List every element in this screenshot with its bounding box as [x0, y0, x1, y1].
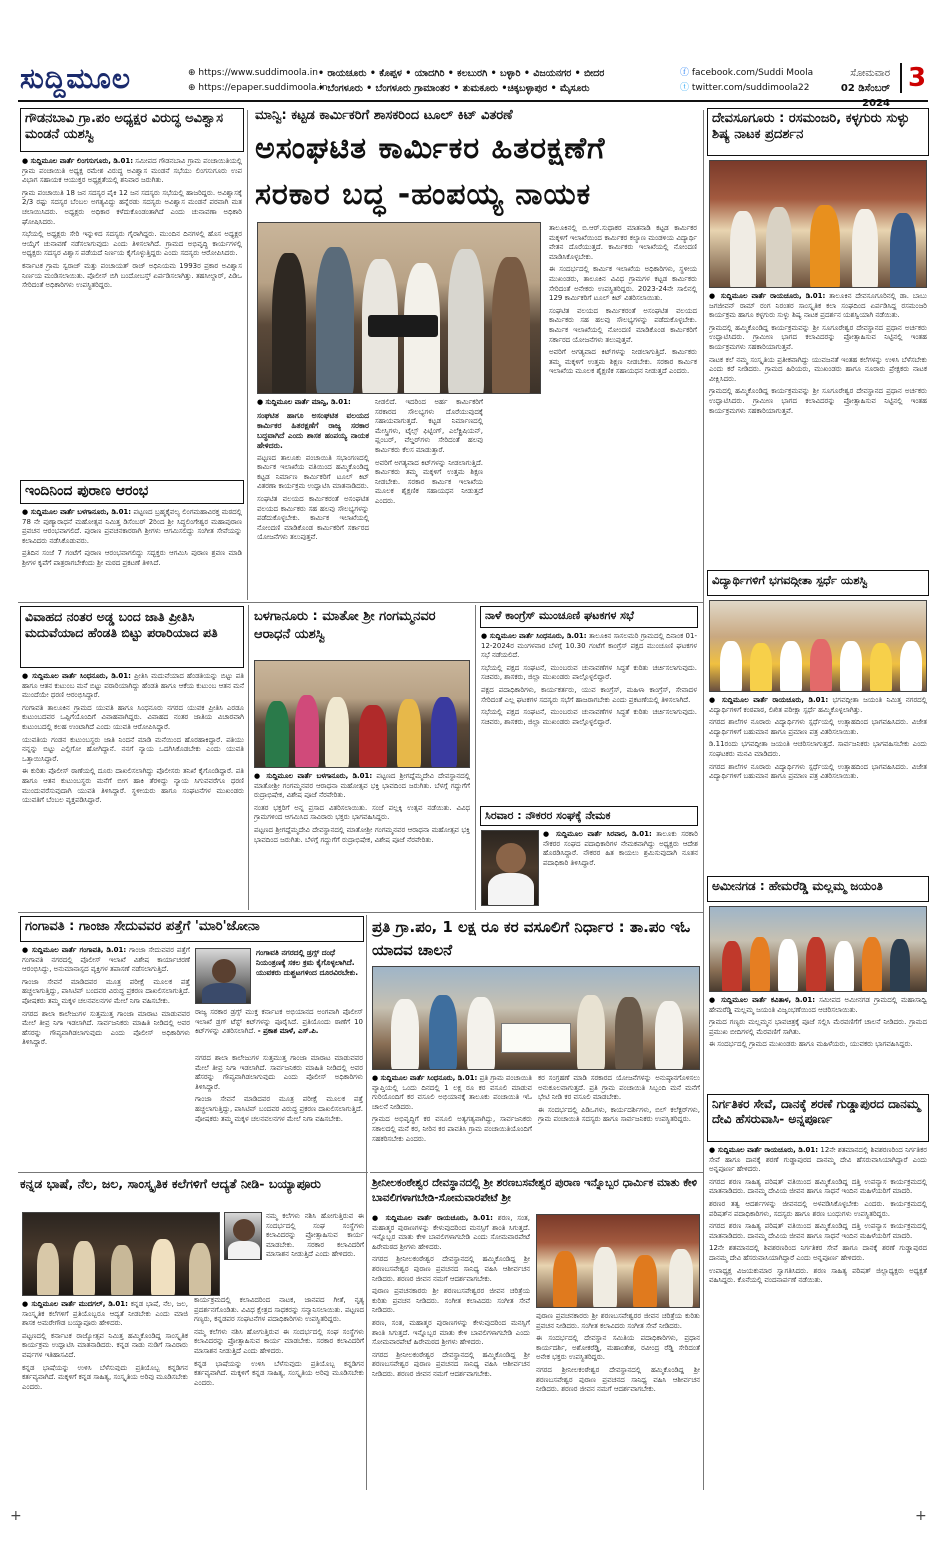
byline: ● ಸುದ್ದಿಮೂಲ ವಾರ್ತೆ ಮುದಗಲ್, ಡಿ.01:: [22, 1300, 128, 1308]
link-icon: ⊕: [188, 83, 199, 93]
paragraph: ಕರ ಸಂಗ್ರಹಣೆ ಮಾಡಿ ಸರಕಾರದ ಯೋಜನೆಗಳನ್ನು ಅನುಷ್ಠಾನಗೊಳಿಸಲು ಅನುಕೂಲವಾಗುತ್ತದೆ. ಪ್ರತಿ ಗ್ರಾಮ ಪಂಚಾಯಿತಿ ಸಿಬ್ಬಂದಿ ಮನೆ ಮನೆಗೆ ಭೇಟಿ ನೀಡಿ ಕರ ವಸೂಲಿ ಮಾಡಬೇಕು.: [538, 1074, 700, 1102]
article-body: [372, 1074, 532, 1168]
article-headline: ಬಳಗಾನೂರು : ಮಾತೋ ಶ್ರೀ ಗಂಗಮ್ಮನವರ ಆರಾಧನೆ ಯಶಸ್ವಿ: [254, 609, 436, 642]
paragraph: ಭಗವದ್ಗೀತಾ ಜಯಂತಿ ನಿಮಿತ್ತ ನಗರದಲ್ಲಿ ವಿದ್ಯಾರ್ಥಿಗಳಿಗೆ ಕಂಠಪಾಠ, ಲಿಖಿತ ಪರೀಕ್ಷಾ ಸ್ಪರ್ಧೆ ಹಮ್ಮಿಕೊಳ್ಳಲಾಗಿತ್ತು.: [709, 696, 927, 714]
paragraph: ನಗರದ ಶಾಲೆಗಳ ನೂರಾರು ವಿದ್ಯಾರ್ಥಿಗಳು ಸ್ಪರ್ಧೆಯಲ್ಲಿ ಉತ್ಸಾಹದಿಂದ ಭಾಗವಹಿಸಿದರು. ವಿಜೇತ ವಿದ್ಯಾರ್ಥಿಗಳಿಗೆ ಬಹುಮಾನ ಹಾಗೂ ಪ್ರಮಾಣ ಪತ್ರ ವಿತರಿಸಲಾಯಿತು.: [709, 718, 927, 736]
religious-event-photo: [536, 1214, 700, 1308]
paragraph: ಗ್ರಾಮ ಪಂಚಾಯಿತಿ 18 ಜನ ಸದಸ್ಯರ ಪೈಕಿ 12 ಜನ ಸದಸ್ಯರು ಸಭೆಯಲ್ಲಿ ಹಾಜರಿದ್ದರು. ಅವಿಶ್ವಾಸಕ್ಕೆ 2/3 ರಷ್ಟು ಸದಸ್ಯರ ಬೆಂಬಲ ಅಗತ್ಯವಿದ್ದು ಹನ್ನೆರಡು ಸದಸ್ಯರು ಅವಿಶ್ವಾಸ ಮಂಡನೆ ಪರವಾಗಿ ಮತ ಚಲಾಯಿಸಿದರು. ಅಧ್ಯಕ್ಷರು ಅಧಿಕಾರ ಕಳೆದುಕೊಂಡಂತಾಗಿದೆ ಎಂದು ಚುನಾವಣಾ ಅಧಿಕಾರಿ ಘೋಷಿಸಿದರು.: [22, 188, 242, 226]
paragraph: ಶರಣರ ತತ್ವ ಆದರ್ಶಗಳನ್ನು ಜೀವನದಲ್ಲಿ ಅಳವಡಿಸಿಕೊಳ್ಳಬೇಕು ಎಂದರು. ಕಾರ್ಯಕ್ರಮದಲ್ಲಿ ಪರಿಷತ್‌ನ ಪದಾಧಿಕಾರಿಗಳು, ಸದಸ್ಯರು ಹಾಗೂ ಶರಣ ಬಂಧುಗಳು ಉಪಸ್ಥಿತರಿದ್ದರು.: [709, 1199, 927, 1218]
paragraph: ಕನ್ನಡ ಭಾಷೆಯನ್ನು ಉಳಿಸಿ ಬೆಳೆಸುವುದು ಪ್ರತಿಯೊಬ್ಬ ಕನ್ನಡಿಗನ ಕರ್ತವ್ಯವಾಗಿದೆ. ಮಕ್ಕಳಿಗೆ ಕನ್ನಡ ಸಾಹಿತ್ಯ, ಸಂಸ್ಕೃತಿಯ ಅರಿವು ಮೂಡಿಸಬೇಕು ಎಂದರು.: [22, 1363, 188, 1391]
paragraph: ಸಭೆಯಲ್ಲಿ ಅಧ್ಯಕ್ಷರು ಸೇರಿ ಇನ್ನುಳಿದ ಸದಸ್ಯರು ಗೈರಾಗಿದ್ದರು. ಮುಂದಿನ ದಿನಗಳಲ್ಲಿ ಹೊಸ ಅಧ್ಯಕ್ಷರ ಆಯ್ಕೆಗೆ ಚುನಾವಣೆ ನಡೆಸಲಾಗುವುದು ಎಂದು ತಿಳಿಸಲಾಗಿದೆ. ಗ್ರಾಮದ ಅಭಿವೃದ್ಧಿ ಕಾರ್ಯಗಳಲ್ಲಿ ಅಧ್ಯಕ್ಷರು ಸದಸ್ಯರ ವಿಶ್ವಾಸ ಪಡೆಯದೆ ನಿರ್ಣಯ ಕೈಗೊಳ್ಳುತ್ತಿದ್ದರು ಎಂದು ಸದಸ್ಯರು ಆರೋಪಿಸಿದರು.: [22, 230, 242, 258]
registration-mark: +: [10, 1508, 22, 1524]
byline: ● ಸುದ್ದಿಮೂಲ ವಾರ್ತೆ ಬಳಗಾನೂರು, ಡಿ.01:: [22, 508, 132, 516]
article-body: [22, 1300, 188, 1486]
paragraph: ಈ ಸಂದರ್ಭದಲ್ಲಿ ಪಿಡಿಒಗಳು, ಕಾರ್ಯದರ್ಶಿಗಳು, ಬಿಲ್ ಕಲೆಕ್ಟರ್‌ಗಳು, ಗ್ರಾಮ ಪಂಚಾಯಿತಿ ಸದಸ್ಯರು ಹಾಗೂ ಸಾರ್ವಜನಿಕರು ಉಪಸ್ಥಿತರಿದ್ದರು.: [538, 1105, 700, 1124]
paragraph: ಶರಣ, ಸಂತ, ಮಹಾತ್ಮರ ಪುರಾಣಗಳನ್ನು ಕೇಳುವುದರಿಂದ ಮನಸ್ಸಿಗೆ ಶಾಂತಿ ಸಿಗುತ್ತದೆ. ಇನ್ನೊಬ್ಬರ ಮಾತು ಕೇಳಿ ಬಾವಲಿಗಳಾಗಬೇಡಿ ಎಂದು ಸೋಮವಾರಪೇಟೆ ಹಿರೇಮಠದ ಶ್ರೀಗಳು ಹೇಳಿದರು.: [372, 1214, 530, 1251]
paragraph: ಗ್ರಾಮದಲ್ಲಿ ಹಮ್ಮಿಕೊಂಡಿದ್ದ ಕಾರ್ಯಕ್ರಮವನ್ನು ಶ್ರೀ ಸೂಗೂರೇಶ್ವರ ದೇವಸ್ಥಾನದ ಪ್ರಧಾನ ಅರ್ಚಕರು ಉದ್ಘಾಟಿಸಿದರು. ಗ್ರಾಮೀಣ ಭಾಗದ ಕಲಾವಿದರನ್ನು ಪ್ರೋತ್ಸಾಹಿಸುವ ನಿಟ್ಟಿನಲ್ಲಿ ಇಂತಹ ಕಾರ್ಯಕ್ರಮಗಳು ಸಹಕಾರಿಯಾಗುತ್ತವೆ.: [709, 387, 927, 415]
article-body: [543, 830, 698, 908]
paragraph: ನಂತರ ಭಕ್ತರಿಗೆ ಅನ್ನ ಪ್ರಸಾದ ವಿತರಿಸಲಾಯಿತು. ಸಂಜೆ ಪಲ್ಲಕ್ಕಿ ಉತ್ಸವ ನಡೆಯಿತು. ವಿವಿಧ ಗ್ರಾಮಗಳಿಂದ ಆಗಮಿಸಿದ ಸಾವಿರಾರು ಭಕ್ತರು ಭಾಗವಹಿಸಿದ್ದರು.: [254, 803, 470, 822]
city-line-1: • ರಾಯಚೂರು • ಕೊಪ್ಪಳ • ಯಾದಗಿರಿ • ಕಲಬುರಗಿ • ಬಳ್ಳಾರಿ • ವಿಜಯನಗರ • ಬೀದರ: [318, 68, 605, 79]
date-block: [812, 66, 890, 111]
paragraph: ನಗರದ ಶರಣ ಸಾಹಿತ್ಯ ಪರಿಷತ್ ವತಿಯಿಂದ ಹಮ್ಮಿಕೊಂಡಿದ್ದ ದತ್ತಿ ಉಪನ್ಯಾಸ ಕಾರ್ಯಕ್ರಮದಲ್ಲಿ ಮಾತನಾಡಿದರು. ದಾನಮ್ಮ ದೇವಿಯ ಜೀವನ ಹಾಗೂ ಸಾಧನೆ ಇಂದಿನ ಮಹಿಳೆಯರಿಗೆ ಮಾದರಿ.: [709, 1177, 927, 1196]
paragraph: ಅವರಿಗೆ ಅಗತ್ಯವಾದ ಕಿಟ್‌ಗಳನ್ನು ನೀಡಲಾಗುತ್ತಿದೆ. ಕಾರ್ಮಿಕರು ತಮ್ಮ ಮಕ್ಕಳಿಗೆ ಉತ್ತಮ ಶಿಕ್ಷಣ ನೀಡಬೇಕು. ಸರಕಾರ ಕಾರ್ಮಿಕ ಇಲಾಖೆಯ ಮೂಲಕ ಶೈಕ್ಷಣಿಕ ಸಹಾಯಧನ ನೀಡುತ್ತದೆ ಎಂದರು.: [549, 348, 697, 376]
article-body: [372, 1214, 530, 1486]
main-photo: [257, 222, 541, 394]
main-headline-1: ಅಸಂಘಟಿತ ಕಾರ್ಮಿಕರ ಹಿತರಕ್ಷಣೆಗೆ: [255, 131, 606, 166]
paragraph: ಶರಣ, ಸಂತ, ಮಹಾತ್ಮರ ಪುರಾಣಗಳನ್ನು ಕೇಳುವುದರಿಂದ ಮನಸ್ಸಿಗೆ ಶಾಂತಿ ಸಿಗುತ್ತದೆ. ಇನ್ನೊಬ್ಬರ ಮಾತು ಕೇಳಿ ಬಾವಲಿಗಳಾಗಬೇಡಿ ಎಂದು ಸೋಮವಾರಪೇಟೆ ಹಿರೇಮಠದ ಶ್ರೀಗಳು ಹೇಳಿದರು.: [372, 1318, 530, 1347]
paragraph: ಈ ಸಂದರ್ಭದಲ್ಲಿ ಗ್ರಾಮದ ಮುಖಂಡರು ಹಾಗೂ ಮಹಿಳೆಯರು, ಯುವಕರು ಭಾಗವಹಿಸಿದ್ದರು.: [709, 1040, 913, 1049]
paragraph: ಪಟ್ಟಣದ ಬ್ರಹ್ಮಕೈವಲ್ಯ ಲಿಂಗಮಹಾವಿರಕ್ತ ಮಠದಲ್ಲಿ 78 ನೇ ಪುಣ್ಯಾರಾಧನೆ ಮಹೋತ್ಸವ ನಿಮಿತ್ತ ಡಿಸೆಂಬರ್ 2ರಿಂದ ಶ್ರೀ ಸಿದ್ಧಲಿಂಗೇಶ್ವರ ಮಹಾಪುರಾಣ ಪ್ರವಚನ ಆರಂಭವಾಗಲಿದೆ. ಪುರಾಣ ಪ್ರವಚನಕಾರರಾಗಿ ಶ್ರೀಗಳು ಆಗಮಿಸಲಿದ್ದು ಸಂಗೀತ ಸೇವೆಯನ್ನು ಕಲಾವಿದರು ನಡೆಸಿಕೊಡುವರು.: [22, 508, 242, 545]
paragraph: ಸಮೀಪದ ಅಮೀನಗಡ ಗ್ರಾಮದಲ್ಲಿ ಮಹಾಸಾಧ್ವಿ ಹೇಮರೆಡ್ಡಿ ಮಲ್ಲಮ್ಮ ಜಯಂತಿ ವಿಜೃಂಭಣೆಯಿಂದ ಆಚರಿಸಲಾಯಿತು.: [709, 996, 927, 1014]
paragraph: ಗ್ರಾಮದಲ್ಲಿ ಹಮ್ಮಿಕೊಂಡಿದ್ದ ಕಾರ್ಯಕ್ರಮವನ್ನು ಶ್ರೀ ಸೂಗೂರೇಶ್ವರ ದೇವಸ್ಥಾನದ ಪ್ರಧಾನ ಅರ್ಚಕರು ಉದ್ಘಾಟಿಸಿದರು. ಗ್ರಾಮೀಣ ಭಾಗದ ಕಲಾವಿದರನ್ನು ಪ್ರೋತ್ಸಾಹಿಸುವ ನಿಟ್ಟಿನಲ್ಲಿ ಇಂತಹ ಕಾರ್ಯಕ್ರಮಗಳು ಸಹಕಾರಿಯಾಗುತ್ತವೆ.: [709, 323, 927, 351]
paragraph: ನಗರದ ಶಾಲೆಗಳ ನೂರಾರು ವಿದ್ಯಾರ್ಥಿಗಳು ಸ್ಪರ್ಧೆಯಲ್ಲಿ ಉತ್ಸಾಹದಿಂದ ಭಾಗವಹಿಸಿದರು. ವಿಜೇತ ವಿದ್ಯಾರ್ಥಿಗಳಿಗೆ ಬಹುಮಾನ ಹಾಗೂ ಪ್ರಮಾಣ ಪತ್ರ ವಿತರಿಸಲಾಯಿತು.: [709, 762, 927, 781]
paragraph: ಕರ್ನಾಟಕ ಗ್ರಾಮ ಸ್ವರಾಜ್ ಮತ್ತು ಪಂಚಾಯತ್ ರಾಜ್ ಅಧಿನಿಯಮ 1993ರ ಪ್ರಕಾರ ಅವಿಶ್ವಾಸ ನಿರ್ಣಯ ಮಂಡಿಸಲಾಯಿತು. ಪೊಲೀಸ್ ಬಿಗಿ ಬಂದೋಬಸ್ತ್ ಏರ್ಪಡಿಸಲಾಗಿತ್ತು. ತಹಸೀಲ್ದಾರ್, ಪಿಡಿಒ ಸೇರಿದಂತೆ ಅಧಿಕಾರಿಗಳು ಉಪಸ್ಥಿತರಿದ್ದರು.: [22, 261, 242, 290]
paragraph: ತಾಲೂಕು ಸರಕಾರಿ ನೌಕರರ ಸಂಘದ ಪದಾಧಿಕಾರಿಗಳ ನೇಮಕವಾಗಿದ್ದು ಅಧ್ಯಕ್ಷರು ಆದೇಶ ಹೊರಡಿಸಿದ್ದಾರೆ. ನೌಕರರ ಹಿತ ಕಾಯಲು ಶ್ರಮಿಸುವುದಾಗಿ ನೂತನ ಪದಾಧಿಕಾರಿ ತಿಳಿಸಿದ್ದಾರೆ.: [543, 830, 698, 867]
paragraph: ಪುರಾಣ ಪ್ರವಚನಕಾರರು ಶ್ರೀ ಶರಣಬಸವೇಶ್ವರರ ಜೀವನ ಚರಿತ್ರೆಯ ಕುರಿತು ಪ್ರವಚನ ನೀಡಿದರು. ಸಂಗೀತ ಕಲಾವಿದರು ಸಂಗೀತ ಸೇವೆ ನೀಡಿದರು.: [372, 1287, 530, 1315]
paragraph: ಗಂಗಾವತಿ ತಾಲೂಕಿನ ಗ್ರಾಮದ ಯುವತಿ ಹಾಗೂ ಸಿಂಧನೂರು ನಗರದ ಯುವಕ ಪ್ರೀತಿಸಿ ಎರಡೂ ಕುಟುಂಬದವರ ಒಪ್ಪಿಗೆಯೊಂದಿಗೆ ವಿವಾಹವಾಗಿದ್ದರು. ವಿವಾಹದ ನಂತರ ಜಾತಿಯ ವಿಚಾರವಾಗಿ ಕುಟುಂಬದಲ್ಲಿ ಕಲಹ ಉಂಟಾಗಿದೆ ಎಂದು ಯುವತಿ ಆರೋಪಿಸಿದ್ದಾರೆ.: [22, 703, 244, 731]
article-body: [22, 157, 242, 457]
day: ಸೋಮವಾರ: [850, 68, 890, 79]
byline: ● ಸುದ್ದಿಮೂಲ ವಾರ್ತೆ ಬಳಗಾನೂರು, ಡಿ.01:: [254, 772, 373, 780]
paragraph: ಪಟ್ಟಣದ ಶ್ರೀಗದ್ದೆಮ್ಮದೇವಿ ದೇವಸ್ಥಾನದಲ್ಲಿ ಮಾತೋಶ್ರೀ ಗಂಗಮ್ಮನವರ ಆರಾಧನಾ ಮಹೋತ್ಸವ ಭಕ್ತಿ ಭಾವದಿಂದ ಜರುಗಿತು. ಬೆಳಗ್ಗೆ ಗದ್ದುಗೆಗೆ ರುದ್ರಾಭಿಷೇಕ, ವಿಶೇಷ ಪೂಜೆ ನೆರವೇರಿತು.: [254, 772, 470, 800]
article-body: [22, 672, 244, 908]
paragraph: ನಮ್ಮ ಕಲೆಗಳು ನಶಿಸಿ ಹೋಗುತ್ತಿರುವ ಈ ಸಂದರ್ಭದಲ್ಲಿ ಸಂಘ ಸಂಸ್ಥೆಗಳು ಕಲಾವಿದರನ್ನು ಪ್ರೋತ್ಸಾಹಿಸುವ ಕಾರ್ಯ ಮಾಡಬೇಕು. ಸರಕಾರ ಕಲಾವಿದರಿಗೆ ಮಾಸಾಶನ ನೀಡುತ್ತಿದೆ ಎಂದು ಹೇಳಿದರು.: [266, 1212, 364, 1259]
divider: [248, 605, 249, 910]
paragraph: ಗ್ರಾಮದ ಅಭಿವೃದ್ಧಿಗೆ ಕರ ವಸೂಲಿ ಅತ್ಯಗತ್ಯವಾಗಿದ್ದು, ಸಾರ್ವಜನಿಕರು ಸಕಾಲದಲ್ಲಿ ಮನೆ ಕರ, ನೀರಿನ ಕರ ಪಾವತಿಸಿ ಗ್ರಾಮ ಪಂಚಾಯಿತಿಯೊಂದಿಗೆ ಸಹಕರಿಸಬೇಕು ಎಂದರು.: [372, 1115, 532, 1143]
article-headline: ಪ್ರತಿ ಗ್ರಾ.ಪಂ, 1 ಲಕ್ಷ ರೂ ಕರ ವಸೂಲಿಗೆ ನಿರ್ಧಾರ : ತಾ.ಪಂ ಇಓ ಯಾದವ ಚಾಲನೆ: [372, 918, 691, 959]
registration-mark: +: [915, 1508, 927, 1524]
article-body: [709, 292, 927, 564]
paragraph: ಪಕ್ಷದ ಪದಾಧಿಕಾರಿಗಳು, ಕಾರ್ಯಕರ್ತರು, ಯುವ ಕಾಂಗ್ರೆಸ್, ಮಹಿಳಾ ಕಾಂಗ್ರೆಸ್, ಸೇವಾದಳ ಸೇರಿದಂತೆ ಎಲ್ಲ ಘಟಕಗಳ ಸದಸ್ಯರು ಸಭೆಗೆ ಹಾಜರಾಗಬೇಕು ಎಂದು ಪ್ರಕಟಣೆಯಲ್ಲಿ ತಿಳಿಸಲಾಗಿದೆ.: [481, 685, 697, 704]
portrait-photo: [481, 830, 539, 906]
paragraph: ಗಾಂಜಾ ಸೇವನೆ ಮಾಡಿದವರ ಮೂತ್ರ ಪರೀಕ್ಷೆ ಮೂಲಕ ಪತ್ತೆ ಹಚ್ಚಲಾಗುತ್ತಿದ್ದು, ಪಾಸಿಟಿವ್ ಬಂದವರ ವಿರುದ್ಧ ಪ್ರಕರಣ ದಾಖಲಿಸಲಾಗುತ್ತಿದೆ. ಪೋಷಕರು ತಮ್ಮ ಮಕ್ಕಳ ಚಲನವಲನಗಳ ಮೇಲೆ ನಿಗಾ ವಹಿಸಬೇಕು.: [22, 977, 190, 1005]
divider: [18, 1172, 368, 1173]
event-photo: [709, 160, 927, 288]
byline: ● ಸುದ್ದಿಮೂಲ ವಾರ್ತೆ ಕವಿತಾಳ, ಡಿ.01:: [709, 996, 816, 1004]
article-body: [266, 1212, 364, 1292]
article-body: [549, 224, 697, 600]
city-editions: [318, 66, 604, 96]
link-icon: ⊕: [188, 68, 199, 78]
officer-photo: [195, 948, 251, 1004]
byline: ● ಸುದ್ದಿಮೂಲ ವಾರ್ತೆ ಸಿಂಧನೂರು, ಡಿ.01:: [372, 1074, 478, 1082]
paragraph: ತಾಲೂಕಿನ ಸಾಸಲಮರಿ ಗ್ರಾಮದಲ್ಲಿ ದಿನಾಂಕ 01-12-2024ರ ಮಂಗಳವಾರ ಬೆಳಗ್ಗೆ 10.30 ಗಂಟೆಗೆ ಕಾಂಗ್ರೆಸ್ ಪಕ್ಷದ ಮುಂಚೂಣಿ ಘಟಕಗಳ ಸಭೆ ನಡೆಯಲಿದೆ.: [481, 632, 697, 660]
paragraph: ಸಭೆಯಲ್ಲಿ ಪಕ್ಷದ ಸಂಘಟನೆ, ಮುಂಬರುವ ಚುನಾವಣೆಗಳ ಸಿದ್ಧತೆ ಕುರಿತು ಚರ್ಚಿಸಲಾಗುವುದು. ಸಚಿವರು, ಶಾಸಕರು, ಜಿಲ್ಲಾ ಮುಖಂಡರು ಪಾಲ್ಗೊಳ್ಳಲಿದ್ದಾರೆ.: [481, 663, 697, 682]
article-headline: ಕನ್ನಡ ಭಾಷೆ, ನೆಲ, ಜಲ, ಸಾಂಸ್ಕೃತಿಕ ಕಲೆಗಳಿಗೆ ಆದ್ಯತೆ ನೀಡಿ- ಬಯ್ಯಾಪೂರು: [20, 1176, 321, 1191]
paragraph: ಈ ಕುರಿತು ಪೊಲೀಸ್ ಠಾಣೆಯಲ್ಲಿ ದೂರು ದಾಖಲಿಸಲಾಗಿದ್ದು ಪೊಲೀಸರು ತನಿಖೆ ಕೈಗೊಂಡಿದ್ದಾರೆ. ಪತಿ ಹಾಗೂ ಆತನ ಕುಟುಂಬಸ್ಥರು ಮನೆಗೆ ಬೀಗ ಹಾಕಿ ತೆರಳಿದ್ದು ನ್ಯಾಯ ಸಿಗುವವರೆಗೂ ಧರಣಿ ಮುಂದುವರೆಸುವುದಾಗಿ ಯುವತಿ ತಿಳಿಸಿದ್ದಾರೆ. ಸ್ಥಳೀಯರು ಹಾಗೂ ಸಂಘಟನೆಗಳ ಮುಖಂಡರು ಯುವತಿಗೆ ಬೆಂಬಲ ವ್ಯಕ್ತಪಡಿಸಿದ್ದಾರೆ.: [22, 767, 244, 805]
website-link[interactable]: https://www.suddimoola.in: [198, 68, 318, 78]
article-headline: ಗಂಗಾವತಿ : ಗಾಂಜಾ ಸೇದುವವರ ಪತ್ತೆಗೆ 'ಮಾರಿ'ಜೋನಾ: [20, 916, 364, 942]
students-photo: [709, 600, 927, 692]
article-body: [375, 398, 483, 600]
article-body: [257, 398, 369, 600]
divider: [18, 912, 703, 913]
main-headline-2: ಸರಕಾರ ಬದ್ಧ -ಹಂಪಯ್ಯ ನಾಯಕ: [255, 177, 592, 212]
paragraph: ಕನ್ನಡ ಭಾಷೆ, ನೆಲ, ಜಲ, ಸಾಂಸ್ಕೃತಿಕ ಕಲೆಗಳಿಗೆ ಪ್ರತಿಯೊಬ್ಬರೂ ಆದ್ಯತೆ ನೀಡಬೇಕು ಎಂದು ಮಾಜಿ ಶಾಸಕ ಅಮರೇಗೌಡ ಬಯ್ಯಾಪೂರು ಹೇಳಿದರು.: [22, 1300, 188, 1328]
paragraph: ನಗರದ ಶಾಲಾ ಕಾಲೇಜುಗಳ ಸುತ್ತಮುತ್ತ ಗಾಂಜಾ ಮಾರಾಟ ಮಾಡುವವರ ಮೇಲೆ ತೀವ್ರ ನಿಗಾ ಇಡಲಾಗಿದೆ. ಸಾರ್ವಜನಿಕರು ಮಾಹಿತಿ ನೀಡಿದಲ್ಲಿ ಅವರ ಹೆಸರನ್ನು ಗೌಪ್ಯವಾಗಿಡಲಾಗುವುದು ಎಂದು ಪೊಲೀಸ್ ಅಧಿಕಾರಿಗಳು ತಿಳಿಸಿದ್ದಾರೆ.: [22, 1009, 190, 1047]
twitter-link[interactable]: twitter.com/suddimoola22: [691, 83, 810, 93]
paragraph: ಗ್ರಾಮದ ಗಣ್ಯರು ಮಲ್ಲಮ್ಮನ ಭಾವಚಿತ್ರಕ್ಕೆ ಪೂಜೆ ಸಲ್ಲಿಸಿ ಮೆರವಣಿಗೆಗೆ ಚಾಲನೆ ನೀಡಿದರು. ಗ್ರಾಮದ ಪ್ರಮುಖ ಬೀದಿಗಳಲ್ಲಿ ಮೆರವಣಿಗೆ ಸಾಗಿತು.: [709, 1018, 927, 1036]
article-headline: ಇಂದಿನಿಂದ ಪುರಾಣ ಆರಂಭ: [20, 480, 244, 504]
byline: ● ಸುದ್ದಿಮೂಲ ವಾರ್ತೆ ಸಿರವಾರ, ಡಿ.01:: [543, 830, 652, 838]
article-body: [538, 1074, 700, 1168]
main-kicker: ಮಾನ್ವಿ: ಕಟ್ಟಡ ಕಾರ್ಮಿಕರಿಗೆ ಶಾಸಕರಿಂದ ಟೂಲ್ ಕಿಟ್ ವಿತರಣೆ: [255, 108, 513, 123]
article-body: [254, 772, 470, 908]
paragraph: ಸಮೀಪದ ಗೌಡನಬಾವಿ ಗ್ರಾಮ ಪಂಚಾಯಿತಿಯಲ್ಲಿ ಗ್ರಾಮ ಪಂಚಾಯಿತಿ ಅಧ್ಯಕ್ಷ ರಮೇಶ ವಿರುದ್ಧ ಅವಿಶ್ವಾಸ ಮಂಡನೆ ಸಭೆಯು ಲಿಂಗಸುಗೂರು ಉಪ ವಿಭಾಗ ಸಹಾಯಕ ಆಯುಕ್ತರ ಅಧ್ಯಕ್ಷತೆಯಲ್ಲಿ ಶನಿವಾರ ಜರುಗಿತು.: [22, 157, 242, 185]
masthead-urls: [188, 66, 328, 96]
social-links: [680, 66, 813, 96]
paragraph: ಅವರಿಗೆ ಅಗತ್ಯವಾದ ಕಿಟ್‌ಗಳನ್ನು ನೀಡಲಾಗುತ್ತಿದೆ. ಕಾರ್ಮಿಕರು ತಮ್ಮ ಮಕ್ಕಳಿಗೆ ಉತ್ತಮ ಶಿಕ್ಷಣ ನೀಡಬೇಕು. ಸರಕಾರ ಕಾರ್ಮಿಕ ಇಲಾಖೆಯ ಮೂಲಕ ಶೈಕ್ಷಣಿಕ ಸಹಾಯಧನ ನೀಡುತ್ತದೆ ಎಂದರು.: [375, 458, 483, 505]
paragraph: ನಗರದ ಶರಣ ಸಾಹಿತ್ಯ ಪರಿಷತ್ ವತಿಯಿಂದ ಹಮ್ಮಿಕೊಂಡಿದ್ದ ದತ್ತಿ ಉಪನ್ಯಾಸ ಕಾರ್ಯಕ್ರಮದಲ್ಲಿ ಮಾತನಾಡಿದರು. ದಾನಮ್ಮ ದೇವಿಯ ಜೀವನ ಹಾಗೂ ಸಾಧನೆ ಇಂದಿನ ಮಹಿಳೆಯರಿಗೆ ಮಾದರಿ.: [709, 1222, 927, 1240]
byline: ● ಸುದ್ದಿಮೂಲ ವಾರ್ತೆ ಸಿಂಧನೂರು, ಡಿ.01:: [481, 632, 587, 640]
article-body: [195, 1008, 363, 1050]
article-headline: ದೇವಸೂಗೂರು : ರಸಮಂಜರಿ, ಕಳ್ಳಗುರು ಸುಳ್ಳು ಶಿಷ್ಯ ನಾಟಕ ಪ್ರದರ್ಶನ: [707, 108, 929, 156]
article-body: [536, 1312, 700, 1486]
tax-drive-photo: [372, 966, 700, 1070]
speaker-photo: [224, 1212, 262, 1260]
city-line-2: • ಬೆಂಗಳೂರು • ಬೆಂಗಳೂರು ಗ್ರಾಮಾಂತರ • ತುಮಕೂರು •ಚಿಕ್ಕಬಳ್ಳಾಪುರ • ಮೈಸೂರು: [318, 83, 590, 94]
paragraph: ಪುರಾಣ ಪ್ರವಚನಕಾರರು ಶ್ರೀ ಶರಣಬಸವೇಶ್ವರರ ಜೀವನ ಚರಿತ್ರೆಯ ಕುರಿತು ಪ್ರವಚನ ನೀಡಿದರು. ಸಂಗೀತ ಕಲಾವಿದರು ಸಂಗೀತ ಸೇವೆ ನೀಡಿದರು.: [536, 1312, 700, 1330]
article-body: [195, 1054, 363, 1168]
officer-quote: [256, 948, 364, 978]
byline: ● ಸುದ್ದಿಮೂಲ ವಾರ್ತೆ ಲಿಂಗಸುಗೂರು, ಡಿ.01:: [22, 157, 133, 165]
article-headline: ವಿವಾಹದ ನಂತರ ಅಡ್ಡ ಬಂದ ಜಾತಿ ಪ್ರೀತಿಸಿ ಮದುವೆಯಾದ ಹೆಂಡತಿ ಬಿಟ್ಟು ಪರಾರಿಯಾದ ಪತಿ: [20, 606, 244, 668]
paragraph: ನಗರದ ಶ್ರೀನೀಲಕಂಠೇಶ್ವರ ದೇವಸ್ಥಾನದಲ್ಲಿ ಹಮ್ಮಿಕೊಂಡಿದ್ದ ಶ್ರೀ ಶರಣಬಸವೇಶ್ವರ ಪುರಾಣ ಪ್ರವಚನದ ಸಾನಿಧ್ಯ ವಹಿಸಿ ಆಶೀರ್ವಚನ ನೀಡಿದರು. ಶರಣರ ಜೀವನ ನಮಗೆ ಆದರ್ಶವಾಗಬೇಕು.: [536, 1365, 700, 1394]
divider: [18, 602, 703, 603]
newspaper-logo: ಸುದ್ದಿಮೂಲ: [20, 62, 132, 95]
article-headline: ಅಮೀನಗಡ : ಹೇಮರೆಡ್ಡಿ ಮಲ್ಲಮ್ಮ ಜಯಂತಿ: [707, 876, 929, 902]
paragraph: ಪಟ್ಟಣದಲ್ಲಿ ಕರ್ನಾಟಕ ರಾಜ್ಯೋತ್ಸವ ನಿಮಿತ್ತ ಹಮ್ಮಿಕೊಂಡಿದ್ದ ಸಾಂಸ್ಕೃತಿಕ ಕಾರ್ಯಕ್ರಮ ಉದ್ಘಾಟಿಸಿ ಮಾತನಾಡಿದರು. ಕನ್ನಡ ನಾಡು ನುಡಿಗೆ ಸಾವಿರಾರು ವರ್ಷಗಳ ಇತಿಹಾಸವಿದೆ.: [22, 1331, 188, 1359]
paragraph: ಉಪಾಧ್ಯಕ್ಷ ವಿಜಯಕುಮಾರ ಸ್ವಾಗತಿಸಿದರು. ಶರಣ ಸಾಹಿತ್ಯ ಪರಿಷತ್ ಜಿಲ್ಲಾಧ್ಯಕ್ಷರು ಅಧ್ಯಕ್ಷತೆ ವಹಿಸಿದ್ದರು. ಕೊನೆಯಲ್ಲಿ ವಂದನಾರ್ಪಣೆ ನಡೆಯಿತು.: [709, 1266, 927, 1285]
byline: ● ಸುದ್ದಿಮೂಲ ವಾರ್ತೆ ರಾಯಚೂರು, ಡಿ.01:: [372, 1214, 493, 1222]
article-body: [481, 632, 697, 802]
paragraph: ಯುವತಿಯ ಗಂಡನ ಕುಟುಂಬಸ್ಥರು ಜಾತಿ ನಿಂದನೆ ಮಾಡಿ ಮನೆಯಿಂದ ಹೊರಹಾಕಿದ್ದಾರೆ. ಪತಿಯು ನನ್ನನ್ನು ಬಿಟ್ಟು ಎಲ್ಲಿಗೋ ಹೋಗಿದ್ದಾನೆ. ನನಗೆ ನ್ಯಾಯ ಒದಗಿಸಿಕೊಡಬೇಕು ಎಂದು ಯುವತಿ ಒತ್ತಾಯಿಸಿದ್ದಾರೆ.: [22, 735, 244, 763]
paragraph: ಪಟ್ಟಣದ ಶ್ರೀಗದ್ದೆಮ್ಮದೇವಿ ದೇವಸ್ಥಾನದಲ್ಲಿ ಮಾತೋಶ್ರೀ ಗಂಗಮ್ಮನವರ ಆರಾಧನಾ ಮಹೋತ್ಸವ ಭಕ್ತಿ ಭಾವದಿಂದ ಜರುಗಿತು. ಬೆಳಗ್ಗೆ ಗದ್ದುಗೆಗೆ ರುದ್ರಾಭಿಷೇಕ, ವಿಶೇಷ ಪೂಜೆ ನೆರವೇರಿತು.: [254, 825, 470, 844]
date: 02 ಡಿಸೆಂಬರ್ 2024: [840, 83, 890, 109]
article-headline: ಸಿರವಾರ : ನೌಕರರ ಸಂಘಕ್ಕೆ ನೇಮಕ: [480, 806, 698, 826]
quote-attribution: - ಪ್ರಕಾಶ ಮಾಳೆ, ಎಸ್.ಪಿ.: [257, 1027, 319, 1036]
paragraph: ನಗರದ ಶಾಲಾ ಕಾಲೇಜುಗಳ ಸುತ್ತಮುತ್ತ ಗಾಂಜಾ ಮಾರಾಟ ಮಾಡುವವರ ಮೇಲೆ ತೀವ್ರ ನಿಗಾ ಇಡಲಾಗಿದೆ. ಸಾರ್ವಜನಿಕರು ಮಾಹಿತಿ ನೀಡಿದಲ್ಲಿ ಅವರ ಹೆಸರನ್ನು ಗೌಪ್ಯವಾಗಿಡಲಾಗುವುದು ಎಂದು ಪೊಲೀಸ್ ಅಧಿಕಾರಿಗಳು ತಿಳಿಸಿದ್ದಾರೆ.: [195, 1054, 363, 1091]
paragraph: ಈ ಸಂದರ್ಭದಲ್ಲಿ ಕಾರ್ಮಿಕ ಇಲಾಖೆಯ ಅಧಿಕಾರಿಗಳು, ಸ್ಥಳೀಯ ಮುಖಂಡರು, ತಾಲೂಕಿನ ವಿವಿಧ ಗ್ರಾಮಗಳ ಕಟ್ಟಡ ಕಾರ್ಮಿಕರು ಸೇರಿದಂತೆ ಅನೇಕರು ಉಪಸ್ಥಿತರಿದ್ದರು. 2023-24ನೇ ಸಾಲಿನಲ್ಲಿ 129 ಕಾರ್ಮಿಕರಿಗೆ ಟೂಲ್ ಕಿಟ್ ವಿತರಿಸಲಾಯಿತು.: [549, 265, 697, 303]
paragraph: ಡಿ.11ರಂದು ಭಗವದ್ಗೀತಾ ಜಯಂತಿ ಆಚರಿಸಲಾಗುತ್ತದೆ. ಸಾರ್ವಜನಿಕರು ಭಾಗವಹಿಸಬೇಕು ಎಂದು ಸಂಘಟಕರು ಮನವಿ ಮಾಡಿದರು.: [709, 740, 927, 758]
stage-photo: [22, 1212, 220, 1296]
paragraph: ಗಾಂಜಾ ಸೇದುವವರ ಪತ್ತೆಗೆ ಗಂಗಾವತಿ ನಗರದಲ್ಲಿ ಪೊಲೀಸ್ ಇಲಾಖೆ ವಿಶೇಷ ಕಾರ್ಯಾಚರಣೆ ಆರಂಭಿಸಿದ್ದು, ಅನುಮಾನಾಸ್ಪದ ವ್ಯಕ್ತಿಗಳ ತಪಾಸಣೆ ನಡೆಸಲಾಗುತ್ತಿದೆ.: [22, 946, 190, 974]
byline: ● ಸುದ್ದಿಮೂಲ ವಾರ್ತೆ ಸಿಂಧನೂರು, ಡಿ.01:: [22, 672, 131, 680]
paragraph: ಸಂಘಟಿತ ವಲಯದ ಕಾರ್ಮಿಕರಂತೆ ಅಸಂಘಟಿತ ವಲಯದ ಕಾರ್ಮಿಕರು ಸಹ ಹಲವು ಸೌಲಭ್ಯಗಳನ್ನು ಪಡೆದುಕೊಳ್ಳಬೇಕು. ಕಾರ್ಮಿಕ ಇಲಾಖೆಯಲ್ಲಿ ನೋಂದಣಿ ಮಾಡಿಕೊಂಡ ಕಾರ್ಮಿಕರಿಗೆ ಸರ್ಕಾರದ ಯೋಜನೆಗಳು ತಲುಪುತ್ತವೆ.: [257, 494, 369, 542]
paragraph: ನಾಟಕ ಕಲೆ ನಮ್ಮ ಸಂಸ್ಕೃತಿಯ ಪ್ರತೀಕವಾಗಿದ್ದು ಯುವಜನತೆ ಇಂತಹ ಕಲೆಗಳನ್ನು ಉಳಿಸಿ ಬೆಳೆಸಬೇಕು ಎಂದು ಕರೆ ನೀಡಿದರು. ಗ್ರಾಮದ ಹಿರಿಯರು, ಮುಖಂಡರು ಹಾಗೂ ನೂರಾರು ಪ್ರೇಕ್ಷಕರು ನಾಟಕ ವೀಕ್ಷಿಸಿದರು.: [709, 355, 927, 383]
divider: [703, 110, 704, 1490]
article-headline: ಗೌಡನಬಾವಿ ಗ್ರಾ.ಪಂ ಅಧ್ಯಕ್ಷರ ವಿರುದ್ಧ ಅವಿಶ್ವಾಸ ಮಂಡನೆ ಯಶಸ್ವಿ: [20, 108, 244, 152]
twitter-icon: ⓣ: [680, 83, 692, 93]
facebook-icon: ⓕ: [680, 68, 692, 78]
article-headline: ವಿದ್ಯಾರ್ಥಿಗಳಿಗೆ ಭಗವದ್ಗೀತಾ ಸ್ಪರ್ಧೆ ಯಶಸ್ವಿ: [707, 570, 929, 596]
paragraph: ಈ ಸಂದರ್ಭದಲ್ಲಿ ದೇವಸ್ಥಾನ ಸಮಿತಿಯ ಪದಾಧಿಕಾರಿಗಳು, ಪ್ರಧಾನ ಕಾರ್ಯದರ್ಶಿ, ಅಶೋಕರೆಡ್ಡಿ, ಮಹಾಂತೇಶ, ರವೀಂದ್ರ ರೆಡ್ಡಿ ಸೇರಿದಂತೆ ಅನೇಕ ಭಕ್ತರು ಉಪಸ್ಥಿತರಿದ್ದರು.: [536, 1334, 700, 1362]
paragraph: ಗಾಂಜಾ ಸೇವನೆ ಮಾಡಿದವರ ಮೂತ್ರ ಪರೀಕ್ಷೆ ಮೂಲಕ ಪತ್ತೆ ಹಚ್ಚಲಾಗುತ್ತಿದ್ದು, ಪಾಸಿಟಿವ್ ಬಂದವರ ವಿರುದ್ಧ ಪ್ರಕರಣ ದಾಖಲಿಸಲಾಗುತ್ತಿದೆ. ಪೋಷಕರು ತಮ್ಮ ಮಕ್ಕಳ ಚಲನವಲನಗಳ ಮೇಲೆ ನಿಗಾ ವಹಿಸಬೇಕು.: [195, 1095, 363, 1123]
paragraph: ಸಭೆಯಲ್ಲಿ ಪಕ್ಷದ ಸಂಘಟನೆ, ಮುಂಬರುವ ಚುನಾವಣೆಗಳ ಸಿದ್ಧತೆ ಕುರಿತು ಚರ್ಚಿಸಲಾಗುವುದು. ಸಚಿವರು, ಶಾಸಕರು, ಜಿಲ್ಲಾ ಮುಖಂಡರು ಪಾಲ್ಗೊಳ್ಳಲಿದ್ದಾರೆ.: [481, 708, 697, 726]
quote-text: ಗಂಗಾವತಿ ನಗರದಲ್ಲಿ ಡ್ರಗ್ಸ್ ದಂಧೆ ನಿಯಂತ್ರಣಕ್ಕೆ ಸಕಲ ಕ್ರಮ ಕೈಗೊಳ್ಳಲಾಗಿದೆ. ಯುವಕರು ದುಶ್ಚಟಗಳಿಂದ ದೂರವಿರಬೇಕು.: [256, 948, 359, 977]
paragraph: ಕನ್ನಡ ಭಾಷೆಯನ್ನು ಉಳಿಸಿ ಬೆಳೆಸುವುದು ಪ್ರತಿಯೊಬ್ಬ ಕನ್ನಡಿಗನ ಕರ್ತವ್ಯವಾಗಿದೆ. ಮಕ್ಕಳಿಗೆ ಕನ್ನಡ ಸಾಹಿತ್ಯ, ಸಂಸ್ಕೃತಿಯ ಅರಿವು ಮೂಡಿಸಬೇಕು ಎಂದರು.: [194, 1359, 364, 1387]
facebook-link[interactable]: facebook.com/Suddi Moola: [691, 68, 814, 78]
procession-photo: [709, 906, 927, 992]
paragraph: ರಾಜ್ಯ ಸರಕಾರ ಡ್ರಗ್ಸ್ ಮುಕ್ತ ಕರ್ನಾಟಕ ಅಭಿಯಾನದ ಅಂಗವಾಗಿ ಪೊಲೀಸ್ ಇಲಾಖೆ ಡ್ರಗ್ ಟೆಸ್ಟ್ ಕಿಟ್‌ಗಳನ್ನು ಪೂರೈಸಿದೆ. ಪ್ರತಿಯೊಂದು ಠಾಣೆಗೆ 10 ಕಿಟ್‌ಗಳನ್ನು ವಿತರಿಸಲಾಗಿದೆ.: [195, 1008, 363, 1036]
article-headline: ಶ್ರೀನೀಲಕಂಠೇಶ್ವರ ದೇವಸ್ಥಾನದಲ್ಲಿ ಶ್ರೀ ಶರಣಬಸವೇಶ್ವರ ಪುರಾಣ ಇನ್ನೊಬ್ಬರ ಧಾರ್ಮಿಕ ಮಾತು ಕೇಳಿ ಬಾವಲಿಗಳಾಗಬೇಡಿ-ಸೋಮವಾರಪೇಟೆ ಶ್ರೀ: [372, 1177, 698, 1204]
divider: [370, 1172, 703, 1173]
paragraph: ನಗರದ ಶ್ರೀನೀಲಕಂಠೇಶ್ವರ ದೇವಸ್ಥಾನದಲ್ಲಿ ಹಮ್ಮಿಕೊಂಡಿದ್ದ ಶ್ರೀ ಶರಣಬಸವೇಶ್ವರ ಪುರಾಣ ಪ್ರವಚನದ ಸಾನಿಧ್ಯ ವಹಿಸಿ ಆಶೀರ್ವಚನ ನೀಡಿದರು. ಶರಣರ ಜೀವನ ನಮಗೆ ಆದರ್ಶವಾಗಬೇಕು.: [372, 1350, 530, 1378]
article-headline: ನಿರ್ಗತಿಕರ ಸೇವೆ, ದಾನಕ್ಕೆ ಶರಣೆ ಗುಡ್ಡಾಪುರದ ದಾನಮ್ಮ ದೇವಿ ಹೆಸರುವಾಸಿ- ಅನ್ನಪೂರ್ಣ: [707, 1094, 929, 1142]
article-body: [22, 946, 190, 1168]
paragraph: ಪ್ರತಿದಿನ ಸಂಜೆ 7 ಗಂಟೆಗೆ ಪುರಾಣ ಆರಂಭವಾಗಲಿದ್ದು ಸದ್ಭಕ್ತರು ಆಗಮಿಸಿ ಪುರಾಣ ಶ್ರವಣ ಮಾಡಿ ಶ್ರೀಗಳ ಕೃಪೆಗೆ ಪಾತ್ರರಾಗಬೇಕೆಂದು ಶ್ರೀ ಮಠದ ಪ್ರಕಟಣೆ ತಿಳಿಸಿದೆ.: [22, 549, 242, 567]
epaper-link[interactable]: https://epaper.suddimoola.in: [198, 83, 328, 93]
divider: [475, 605, 476, 910]
paragraph: ಸಂಘಟಿತ ವಲಯದ ಕಾರ್ಮಿಕರಂತೆ ಅಸಂಘಟಿತ ವಲಯದ ಕಾರ್ಮಿಕರು ಸಹ ಹಲವು ಸೌಲಭ್ಯಗಳನ್ನು ಪಡೆದುಕೊಳ್ಳಬೇಕು. ಕಾರ್ಮಿಕ ಇಲಾಖೆಯಲ್ಲಿ ನೋಂದಣಿ ಮಾಡಿಕೊಂಡ ಕಾರ್ಮಿಕರಿಗೆ ಸರ್ಕಾರದ ಯೋಜನೆಗಳು ತಲುಪುತ್ತವೆ.: [549, 306, 697, 344]
article-headline: ನಾಳೆ ಕಾಂಗ್ರೆಸ್ ಮುಂಚೂಣಿ ಘಟಕಗಳ ಸಭೆ: [480, 606, 698, 628]
article-body: [709, 996, 927, 1088]
paragraph: ಪಟ್ಟಣದ ತಾಲೂಕು ಪಂಚಾಯಿತಿ ಸಭಾಂಗಣದಲ್ಲಿ ಕಾರ್ಮಿಕ ಇಲಾಖೆಯ ವತಿಯಿಂದ ಹಮ್ಮಿಕೊಂಡಿದ್ದ ಕಟ್ಟಡ ನಿರ್ಮಾಣ ಕಾರ್ಮಿಕರಿಗೆ ಟೂಲ್ ಕಿಟ್ ವಿತರಣಾ ಕಾರ್ಯಕ್ರಮ ಉದ್ಘಾಟಿಸಿ ಮಾತನಾಡಿದರು.: [257, 453, 369, 491]
paragraph: ನಮ್ಮ ಕಲೆಗಳು ನಶಿಸಿ ಹೋಗುತ್ತಿರುವ ಈ ಸಂದರ್ಭದಲ್ಲಿ ಸಂಘ ಸಂಸ್ಥೆಗಳು ಕಲಾವಿದರನ್ನು ಪ್ರೋತ್ಸಾಹಿಸುವ ಕಾರ್ಯ ಮಾಡಬೇಕು. ಸರಕಾರ ಕಲಾವಿದರಿಗೆ ಮಾಸಾಶನ ನೀಡುತ್ತಿದೆ ಎಂದು ಹೇಳಿದರು.: [194, 1327, 364, 1355]
divider: [366, 915, 367, 1490]
article-body: [709, 1146, 927, 1486]
paragraph: ಪ್ರೀತಿಸಿ ಮದುವೆಯಾದ ಹೆಂಡತಿಯನ್ನು ಬಿಟ್ಟು ಪತಿ ಹಾಗೂ ಆತನ ಕುಟುಂಬ ಮನೆ ಬಿಟ್ಟು ಪರಾರಿಯಾಗಿದ್ದು ಹೆಂಡತಿ ಹಾಗೂ ಆಕೆಯ ಕುಟುಂಬ ಆತನ ಮನೆ ಮುಂದೆಯೇ ಧರಣಿ ಆರಂಭಿಸಿದ್ದಾರೆ.: [22, 672, 244, 700]
byline: ● ಸುದ್ದಿಮೂಲ ವಾರ್ತೆ ಮಾನ್ವಿ, ಡಿ.01:: [257, 398, 351, 406]
paragraph: ತಾಲೂಕಿನಲ್ಲಿ ಬಿ.ಆರ್.ಸುಧಾಕರ ಮಾತನಾಡಿ ಕಟ್ಟಡ ಕಾರ್ಮಿಕರ ಮಕ್ಕಳಿಗೆ ಇಲಾಖೆಯಿಂದ ಕಾರ್ಮಿಕರ ಕಲ್ಯಾಣ ಮಂಡಳಿಯ ವಿದ್ಯಾರ್ಥಿ ವೇತನ ದೊರೆಯುತ್ತದೆ. ಕಾರ್ಮಿಕರು ಇಲಾಖೆಯಲ್ಲಿ ನೋಂದಣಿ ಮಾಡಿಸಿಕೊಳ್ಳಬೇಕು.: [549, 224, 697, 261]
devotees-photo: [254, 660, 470, 768]
lead-paragraph: ಸಂಘಟಿತ ಹಾಗೂ ಅಸಂಘಟಿತ ವಲಯದ ಕಾರ್ಮಿಕರ ಹಿತರಕ್ಷಣೆಗೆ ರಾಜ್ಯ ಸರಕಾರ ಬದ್ಧವಾಗಿದೆ ಎಂದು ಶಾಸಕ ಹಂಪಯ್ಯ ನಾಯಕ ಹೇಳಿದರು.: [257, 410, 369, 450]
paragraph: ನಗರದ ಶ್ರೀನೀಲಕಂಠೇಶ್ವರ ದೇವಸ್ಥಾನದಲ್ಲಿ ಹಮ್ಮಿಕೊಂಡಿದ್ದ ಶ್ರೀ ಶರಣಬಸವೇಶ್ವರ ಪುರಾಣ ಪ್ರವಚನದ ಸಾನಿಧ್ಯ ವಹಿಸಿ ಆಶೀರ್ವಚನ ನೀಡಿದರು. ಶರಣರ ಜೀವನ ನಮಗೆ ಆದರ್ಶವಾಗಬೇಕು.: [372, 1255, 530, 1283]
byline: ● ಸುದ್ದಿಮೂಲ ವಾರ್ತೆ ಗಂಗಾವತಿ, ಡಿ.01:: [22, 946, 127, 954]
paragraph: ತಾಲೂಕಿನ ದೇವಸೂಗೂರಿನಲ್ಲಿ ಡಾ. ಬಾಬು ಜಗಜೀವನ್ ರಾಮ್ ರಂಗ ನಿರಂತರ ಸಾಂಸ್ಕೃತಿಕ ಕಲಾ ಸಂಘದಿಂದ ಏರ್ಪಡಿಸಿದ್ದ ರಸಮಂಜರಿ ಕಾರ್ಯಕ್ರಮ ಹಾಗೂ ಕಳ್ಳಗುರು ಸುಳ್ಳು ಶಿಷ್ಯ ನಾಟಕ ಪ್ರದರ್ಶನ ಯಶಸ್ವಿಯಾಗಿ ನಡೆಯಿತು.: [709, 292, 927, 320]
article-body: [22, 508, 242, 598]
byline: ● ಸುದ್ದಿಮೂಲ ವಾರ್ತೆ ರಾಯಚೂರು, ಡಿ.01:: [709, 1146, 819, 1154]
paragraph: ಕಾರ್ಯಕ್ರಮದಲ್ಲಿ ಕಲಾವಿದರಿಂದ ನಾಟಕ, ಜಾನಪದ ಗೀತೆ, ನೃತ್ಯ ಪ್ರದರ್ಶನಗೊಂಡಿತು. ವಿವಿಧ ಕ್ಷೇತ್ರದ ಸಾಧಕರನ್ನು ಸನ್ಮಾನಿಸಲಾಯಿತು. ಪಟ್ಟಣದ ಗಣ್ಯರು, ಕನ್ನಡಪರ ಸಂಘಟನೆಗಳ ಪದಾಧಿಕಾರಿಗಳು ಉಪಸ್ಥಿತರಿದ್ದರು.: [194, 1296, 364, 1324]
article-body: [709, 696, 927, 872]
paragraph: ಪ್ರತಿ ಗ್ರಾಮ ಪಂಚಾಯಿತಿ ವ್ಯಾಪ್ತಿಯಲ್ಲಿ ಒಂದು ದಿನದಲ್ಲಿ 1 ಲಕ್ಷ ರೂ ಕರ ವಸೂಲಿ ಮಾಡುವ ಗುರಿಯೊಂದಿಗೆ ಕರ ವಸೂಲಿ ಅಭಿಯಾನಕ್ಕೆ ತಾಲೂಕು ಪಂಚಾಯಿತಿ ಇಓ ಚಾಲನೆ ನೀಡಿದರು.: [372, 1074, 532, 1111]
article-body: [194, 1296, 364, 1486]
paragraph: 12ನೇ ಶತಮಾನದಲ್ಲಿ ಶಿವಶರಣರಿಂದ ನಿರ್ಗತಿಕರ ಸೇವೆ ಹಾಗೂ ದಾನಕ್ಕೆ ಶರಣೆ ಗುಡ್ಡಾಪುರದ ದಾನಮ್ಮ ದೇವಿ ಹೆಸರುವಾಸಿಯಾಗಿದ್ದಾರೆ ಎಂದು ಅನ್ನಪೂರ್ಣ ಹೇಳಿದರು.: [709, 1146, 927, 1174]
byline: ● ಸುದ್ದಿಮೂಲ ವಾರ್ತೆ ರಾಯಚೂರು, ಡಿ.01:: [709, 292, 826, 300]
paragraph: 12ನೇ ಶತಮಾನದಲ್ಲಿ ಶಿವಶರಣರಿಂದ ನಿರ್ಗತಿಕರ ಸೇವೆ ಹಾಗೂ ದಾನಕ್ಕೆ ಶರಣೆ ಗುಡ್ಡಾಪುರದ ದಾನಮ್ಮ ದೇವಿ ಹೆಸರುವಾಸಿಯಾಗಿದ್ದಾರೆ ಎಂದು ಅನ್ನಪೂರ್ಣ ಹೇಳಿದರು.: [709, 1244, 927, 1262]
paragraph: ನೀಡಲಿದೆ. ಇದರಿಂದ ಅರ್ಹ ಕಾರ್ಮಿಕರಿಗೆ ಸರಕಾರದ ಸೌಲಭ್ಯಗಳು ದೊರೆಯುವುದಕ್ಕೆ ಸಹಾಯವಾಗುತ್ತದೆ. ಕಟ್ಟಡ ನಿರ್ಮಾಣದಲ್ಲಿ ಮೇಸ್ತ್ರಿಗಳು, ಟೈಲ್ಸ್ ಫಿಟ್ಟಿಂಗ್, ಎಲೆಕ್ಟ್ರಿಷಿಯನ್, ಪ್ಲಂಬರ್, ವೆಲ್ಡರ್‌ಗಳು ಸೇರಿದಂತೆ ಹಲವು ಕಾರ್ಮಿಕರು ಕೆಲಸ ಮಾಡುತ್ತಾರೆ.: [375, 398, 483, 454]
divider: [247, 110, 248, 600]
byline: ● ಸುದ್ದಿಮೂಲ ವಾರ್ತೆ ರಾಯಚೂರು, ಡಿ.01:: [709, 696, 829, 704]
page-number: 3: [900, 63, 926, 93]
